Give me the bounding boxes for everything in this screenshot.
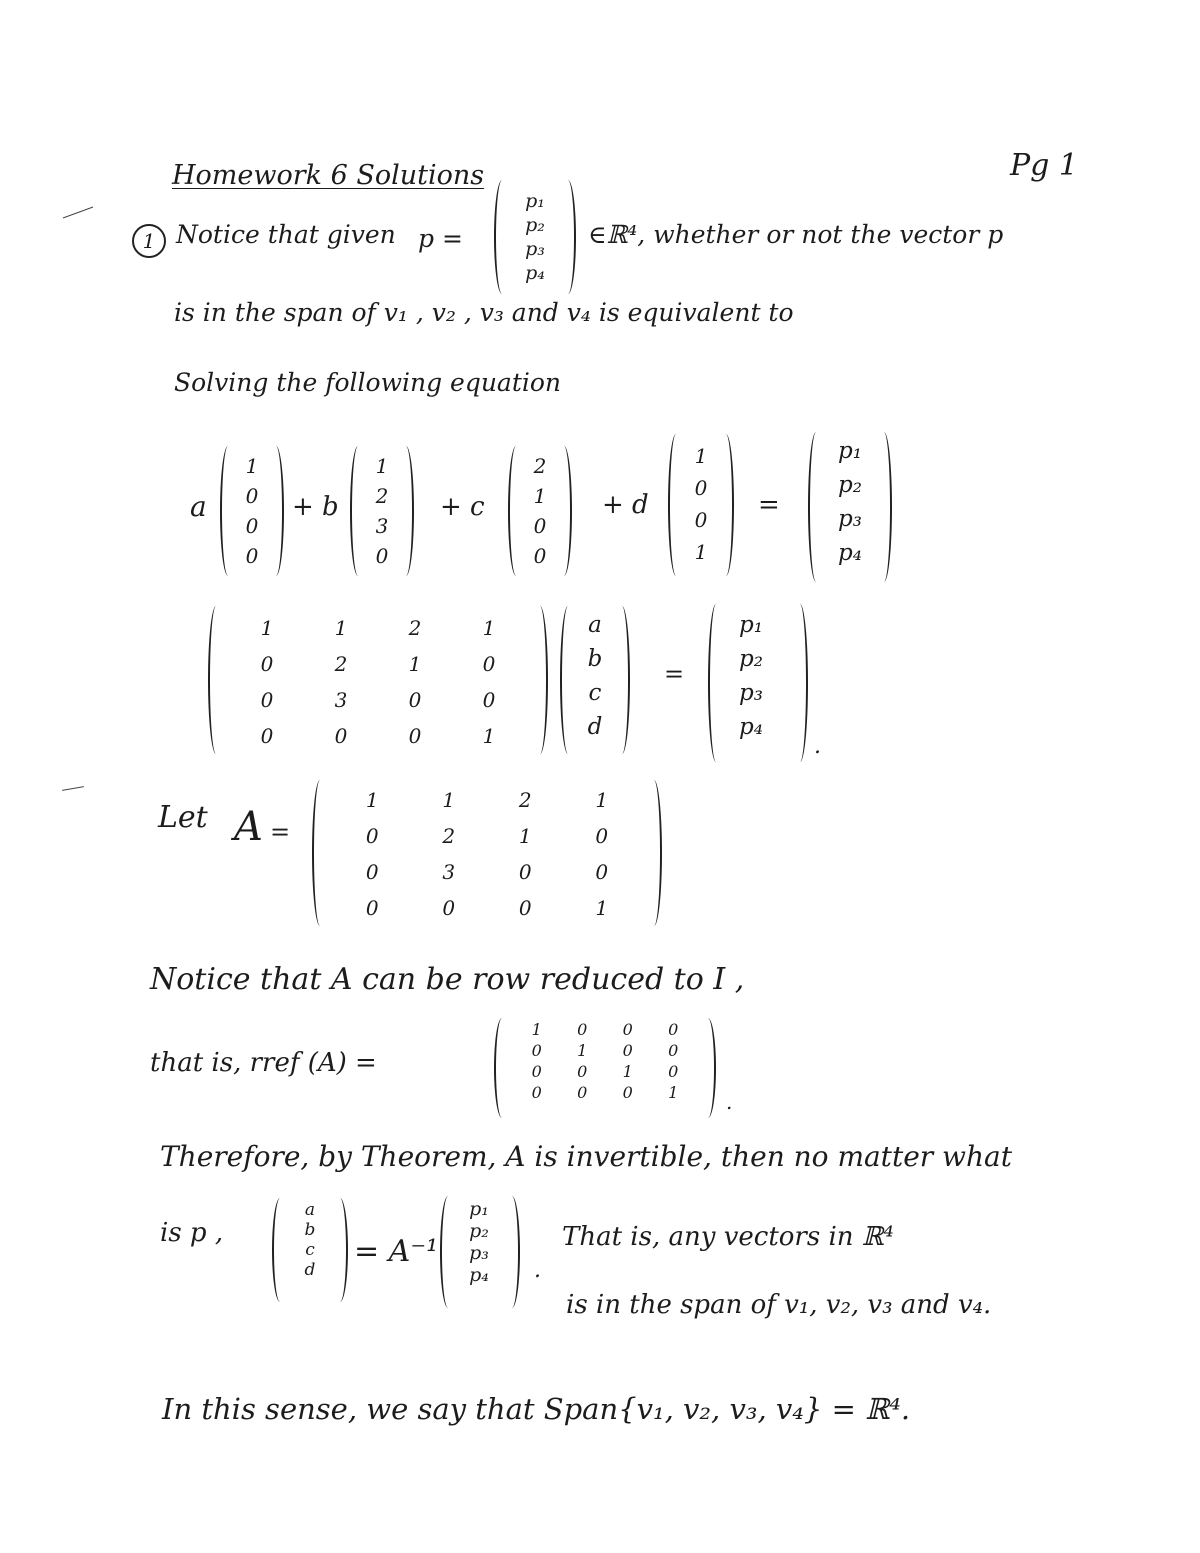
matrix-entry: 0 bbox=[365, 824, 379, 848]
matrix-entry: 1 bbox=[577, 1041, 588, 1060]
coef-b: + b bbox=[292, 492, 339, 522]
intro-line3: Solving the following equation bbox=[174, 368, 562, 397]
matrix-entry: 0 bbox=[577, 1083, 588, 1102]
matrix-entry: 1 bbox=[533, 484, 547, 508]
equals-sign: = bbox=[664, 660, 685, 688]
matrix-entry: 1 bbox=[482, 616, 496, 640]
matrix-entry: 0 bbox=[260, 724, 274, 748]
unknown-entry: c bbox=[305, 1240, 315, 1260]
vector-v2 bbox=[350, 446, 414, 576]
matrix-entry: 0 bbox=[408, 724, 422, 748]
rhs-entry: p₄ bbox=[739, 714, 763, 740]
solution-vector bbox=[272, 1198, 348, 1302]
matrix-entry: 0 bbox=[518, 860, 532, 884]
matrix-entry: 0 bbox=[408, 688, 422, 712]
unknown-entry: b bbox=[304, 1220, 316, 1240]
problem-number bbox=[132, 224, 166, 258]
rhs-entry: p₂ bbox=[838, 472, 862, 498]
that-is-line: That is, any vectors in ℝ⁴ bbox=[562, 1222, 894, 1252]
period: . bbox=[534, 1258, 541, 1283]
rhs-entry: p₃ bbox=[739, 680, 763, 706]
unknown-entry: c bbox=[588, 680, 602, 706]
matrix-entry: 0 bbox=[533, 514, 547, 538]
p-entry: p₃ bbox=[525, 238, 545, 260]
vector-rhs bbox=[440, 1196, 520, 1308]
vector-v3 bbox=[508, 446, 572, 576]
matrix-entry: 0 bbox=[482, 688, 496, 712]
margin-mark bbox=[63, 207, 93, 219]
vector-v4 bbox=[668, 434, 734, 576]
matrix-entry: 0 bbox=[375, 544, 389, 568]
unknown-entry: b bbox=[587, 646, 603, 672]
unknown-entry: a bbox=[304, 1200, 316, 1220]
notice-line: Notice that A can be row reduced to I , bbox=[150, 962, 745, 997]
matrix-entry: 0 bbox=[260, 652, 274, 676]
matrix-entry: 1 bbox=[260, 616, 274, 640]
inverse-expression: = A⁻¹ bbox=[354, 1234, 439, 1269]
intro-line2: is in the span of v₁ , v₂ , v₃ and v₄ is equivalent to bbox=[174, 298, 794, 327]
matrix-entry: 1 bbox=[595, 788, 609, 812]
therefore-line: Therefore, by Theorem, A is invertible, then no matter what bbox=[160, 1140, 1012, 1173]
matrix-entry: 0 bbox=[595, 860, 609, 884]
equals-sign: = bbox=[270, 818, 291, 846]
matrix-entry: 1 bbox=[531, 1020, 542, 1039]
matrix-entry: 0 bbox=[694, 508, 708, 532]
matrix-entry: 0 bbox=[245, 514, 259, 538]
rhs-entry: p₁ bbox=[739, 612, 763, 638]
in-span-line: is in the span of v₁, v₂, v₃ and v₄. bbox=[566, 1290, 992, 1320]
rhs-entry: p₂ bbox=[469, 1220, 489, 1242]
intro-line1-a: Notice that given bbox=[176, 220, 396, 249]
matrix-entry: 1 bbox=[245, 454, 259, 478]
coef-d: + d bbox=[602, 490, 649, 520]
matrix-entry: 0 bbox=[622, 1041, 633, 1060]
matrix-entry: 1 bbox=[518, 824, 532, 848]
matrix-entry: 3 bbox=[375, 514, 389, 538]
vector-rhs bbox=[708, 604, 808, 762]
matrix-entry: 1 bbox=[595, 896, 609, 920]
is-p-label: is p , bbox=[160, 1218, 224, 1248]
matrix-entry: 0 bbox=[668, 1041, 679, 1060]
page-title: Homework 6 Solutions bbox=[172, 160, 485, 191]
rhs-entry: p₁ bbox=[838, 438, 862, 464]
period: . bbox=[726, 1090, 733, 1114]
rhs-entry: p₄ bbox=[469, 1264, 489, 1286]
matrix-entry: 1 bbox=[365, 788, 379, 812]
matrix-entry: 2 bbox=[334, 652, 348, 676]
unknown-entry: d bbox=[304, 1260, 316, 1280]
matrix-entry: 1 bbox=[668, 1083, 679, 1102]
intro-line1-b: ∈ℝ⁴, whether or not the vector p bbox=[588, 220, 1004, 249]
matrix-entry: 0 bbox=[531, 1062, 542, 1081]
matrix-entry: 1 bbox=[408, 652, 422, 676]
p-entry: p₄ bbox=[525, 262, 545, 284]
unknown-entry: d bbox=[587, 714, 603, 740]
rref-line: that is, rref (A) = bbox=[150, 1048, 377, 1078]
coef-c: + c bbox=[440, 492, 485, 522]
coefficient-matrix bbox=[208, 606, 548, 754]
p-entry: p₁ bbox=[525, 190, 545, 212]
matrix-entry: 0 bbox=[577, 1062, 588, 1081]
matrix-entry: 2 bbox=[408, 616, 422, 640]
margin-mark bbox=[62, 786, 84, 791]
matrix-entry: 0 bbox=[595, 824, 609, 848]
matrix-entry: 0 bbox=[533, 544, 547, 568]
period: . bbox=[814, 734, 821, 759]
rhs-entry: p₂ bbox=[739, 646, 763, 672]
matrix-entry: 0 bbox=[260, 688, 274, 712]
vector-p bbox=[494, 180, 576, 294]
unknowns-vector bbox=[560, 606, 630, 754]
matrix-entry: 3 bbox=[334, 688, 348, 712]
rhs-entry: p₄ bbox=[838, 540, 862, 566]
matrix-entry: 2 bbox=[375, 484, 389, 508]
matrix-entry: 0 bbox=[245, 484, 259, 508]
matrix-entry: 0 bbox=[442, 896, 456, 920]
matrix-entry: 0 bbox=[622, 1083, 633, 1102]
matrix-entry: 0 bbox=[245, 544, 259, 568]
matrix-entry: 0 bbox=[577, 1020, 588, 1039]
problem-number-text: 1 bbox=[142, 229, 156, 253]
matrix-A bbox=[312, 780, 662, 926]
matrix-entry: 3 bbox=[442, 860, 456, 884]
matrix-entry: 0 bbox=[668, 1020, 679, 1039]
rhs-entry: p₃ bbox=[469, 1242, 489, 1264]
matrix-entry: 1 bbox=[375, 454, 389, 478]
vector-v1 bbox=[220, 446, 284, 576]
conclusion: In this sense, we say that Span{v₁, v₂, v₃, v₄} = ℝ⁴. bbox=[162, 1392, 911, 1426]
matrix-entry: 1 bbox=[694, 540, 708, 564]
matrix-entry: 0 bbox=[365, 896, 379, 920]
matrix-entry: 1 bbox=[482, 724, 496, 748]
matrix-entry: 0 bbox=[531, 1083, 542, 1102]
rhs-entry: p₁ bbox=[469, 1198, 489, 1220]
let-matrix-name: A bbox=[234, 804, 263, 850]
vector-rhs bbox=[808, 432, 892, 582]
matrix-entry: 0 bbox=[334, 724, 348, 748]
matrix-entry: 1 bbox=[694, 444, 708, 468]
matrix-entry: 0 bbox=[482, 652, 496, 676]
page-number: Pg 1 bbox=[1010, 148, 1079, 183]
matrix-entry: 2 bbox=[442, 824, 456, 848]
matrix-entry: 0 bbox=[518, 896, 532, 920]
matrix-entry: 0 bbox=[668, 1062, 679, 1081]
matrix-entry: 0 bbox=[365, 860, 379, 884]
unknown-entry: a bbox=[588, 612, 602, 638]
matrix-entry: 0 bbox=[622, 1020, 633, 1039]
matrix-entry: 0 bbox=[694, 476, 708, 500]
matrix-entry: 0 bbox=[531, 1041, 542, 1060]
p-entry: p₂ bbox=[525, 214, 545, 236]
matrix-entry: 1 bbox=[622, 1062, 633, 1081]
intro-p-eq: p = bbox=[418, 224, 463, 253]
rref-matrix bbox=[494, 1018, 716, 1118]
equals-sign: = bbox=[758, 490, 780, 520]
let-label: Let bbox=[158, 800, 208, 835]
coef-a: a bbox=[190, 490, 207, 523]
matrix-entry: 2 bbox=[518, 788, 532, 812]
matrix-entry: 1 bbox=[334, 616, 348, 640]
rhs-entry: p₃ bbox=[838, 506, 862, 532]
matrix-entry: 2 bbox=[533, 454, 547, 478]
matrix-entry: 1 bbox=[442, 788, 456, 812]
